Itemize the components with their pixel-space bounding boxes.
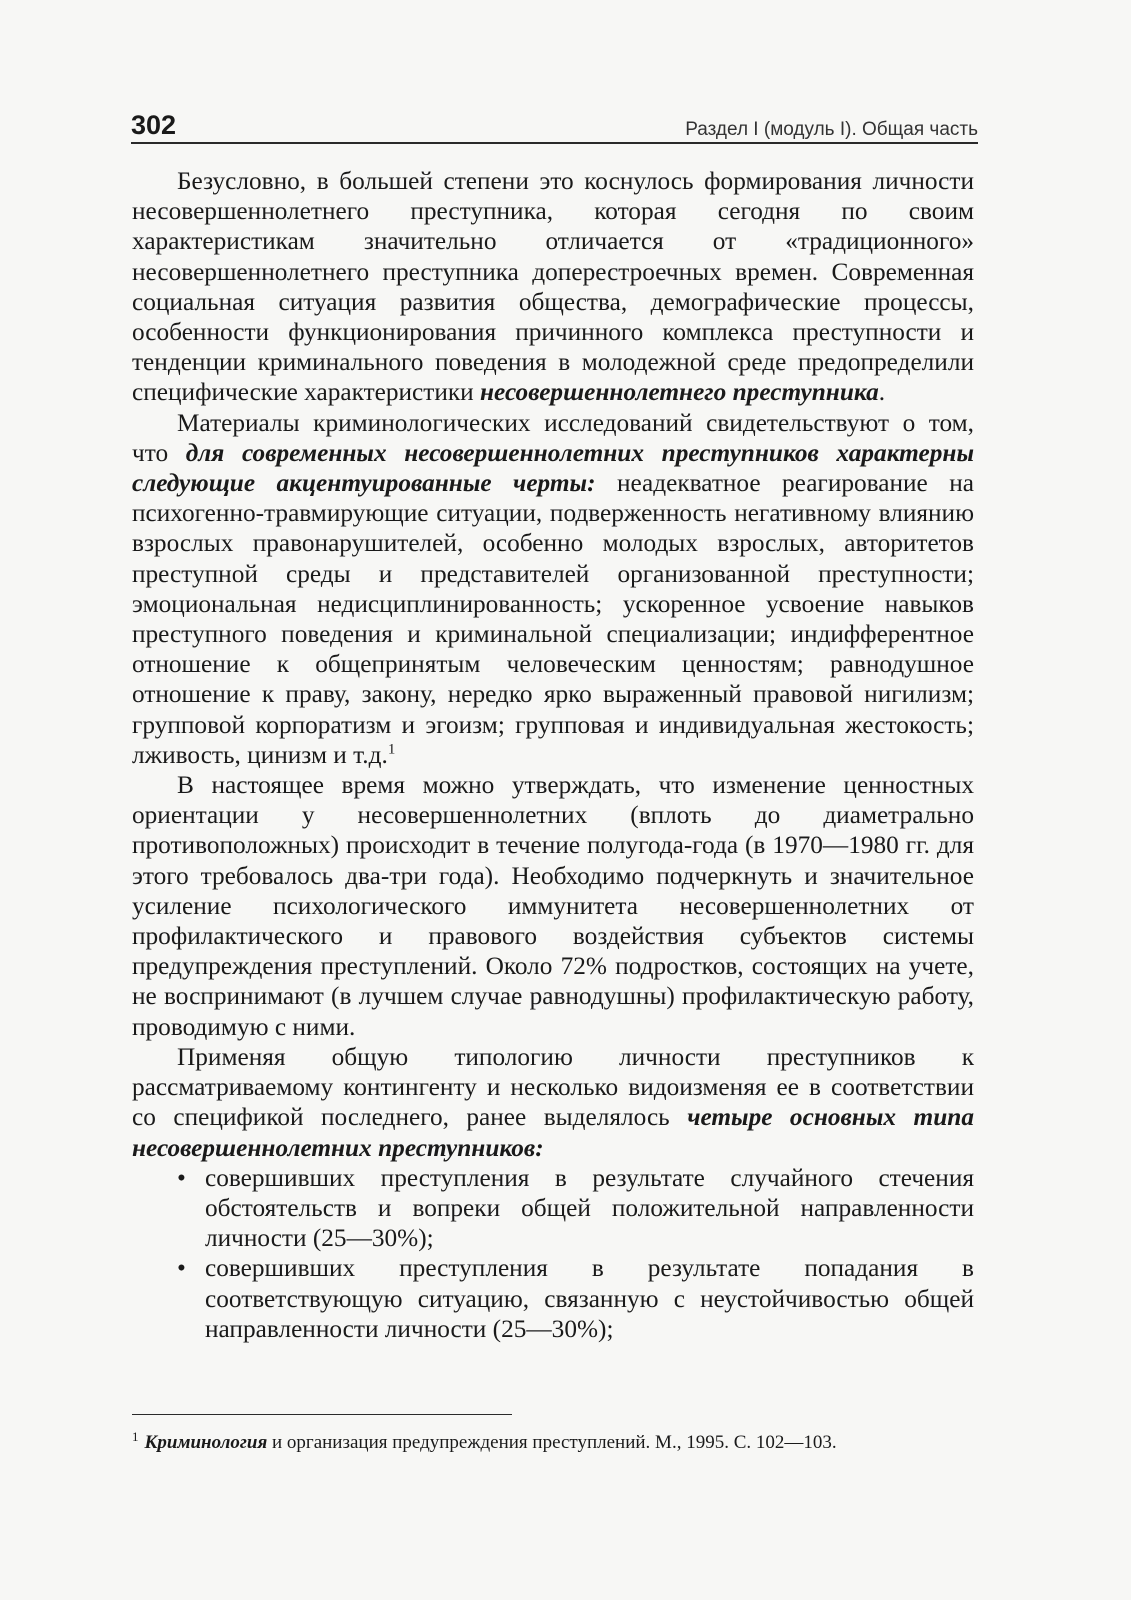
- bullet-list: [132, 1163, 974, 1344]
- paragraph-text: неадекватное реагирование на психогенно-травмирующие ситуации, подверженность негативному влиянию взрослых правонарушителей, особенно молодых взрослых, авторитетов преступной среды и представителей организованной преступности; эмоциональная недисциплинированность; ускоренное усвоение навыков преступного поведения и криминальной специализации; индифферентное отношение к общепринятым человеческим ценностям; равнодушное отношение к праву, закону, нередко ярко выраженный правовой нигилизм; групповой корпоратизм и эгоизм; групповая и индивидуальная жестокость; лживость, цинизм и т.д.: [132, 469, 974, 769]
- paragraph-4: [132, 1042, 974, 1163]
- footnote-text: и организация предупреждения преступлений. М., 1995. С. 102—103.: [267, 1432, 837, 1453]
- bullet-icon: •: [177, 1254, 186, 1283]
- paragraph-3: В настоящее время можно утверждать, что изменение ценностных ориентации у несовершеннолетних (вплоть до диаметрально противоположных) происходит в течение полугода-года (в 1970—1980 гг. для этого требовалось два-три года). Необходимо подчеркнуть и значительное усиление психологического иммунитета несовершеннолетних от профилактического и правового воздействия субъектов системы предупреждения преступлений. Около 72% подростков, состоящих на учете, не воспринимают (в лучшем случае равнодушны) профилактическую работу, проводимую с ними.: [132, 771, 974, 1041]
- emphasis-text: для современных несовершеннолетних преступников характерны следующие акцентуированные черты:: [132, 438, 974, 498]
- footnote-reference[interactable]: 1: [387, 741, 396, 758]
- list-item: [132, 1163, 974, 1254]
- body-text: [132, 166, 974, 1344]
- footnote-emphasis: Криминология: [144, 1432, 268, 1453]
- footnote-divider: [132, 1414, 512, 1415]
- emphasis-text: несовершеннолетнего преступника: [480, 378, 879, 407]
- paragraph-text: Материалы криминологических исследований свидетельствуют о том, что: [132, 408, 974, 467]
- paragraph-text: Безусловно, в большей степени это коснулось формирования личности несовершеннолетнего преступника, которая сегодня по своим характеристикам значительно отличается от «традиционного» несовершеннолетнего преступника доперестроечных времен. Современная социальная ситуация развития общества, демографические процессы, особенности функционирования причинного комплекса преступности и тенденции криминального поведения в молодежной среде предопределили специфические характеристики: [132, 167, 974, 407]
- paragraph-2: [132, 408, 974, 770]
- footnote: [132, 1428, 974, 1455]
- list-item-text: совершивших преступления в результате попадания в соответствующую ситуацию, связанную с неустойчивостью общей направленности личности (25—30%);: [205, 1254, 974, 1343]
- section-title: Раздел I (модуль I). Общая часть: [685, 119, 978, 140]
- paragraph-text: Применяя общую типологию личности преступников к рассматриваемому контингенту и несколько видоизменяя ее в соответствии со спецификой последнего, ранее выделялось: [132, 1042, 974, 1132]
- list-item: [132, 1253, 974, 1344]
- emphasis-text: четыре основных типа несовершеннолетних преступников:: [132, 1103, 974, 1162]
- list-item-text: совершивших преступления в результате случайного стечения обстоятельств и вопреки общей положительной направленности личности (25—30%);: [205, 1163, 974, 1253]
- bullet-icon: •: [177, 1163, 186, 1192]
- paragraph-1: [132, 166, 974, 408]
- page-number: 302: [131, 110, 177, 140]
- running-head: [131, 112, 978, 144]
- paragraph-text: .: [878, 378, 886, 407]
- footnote-mark: 1: [132, 1428, 139, 1444]
